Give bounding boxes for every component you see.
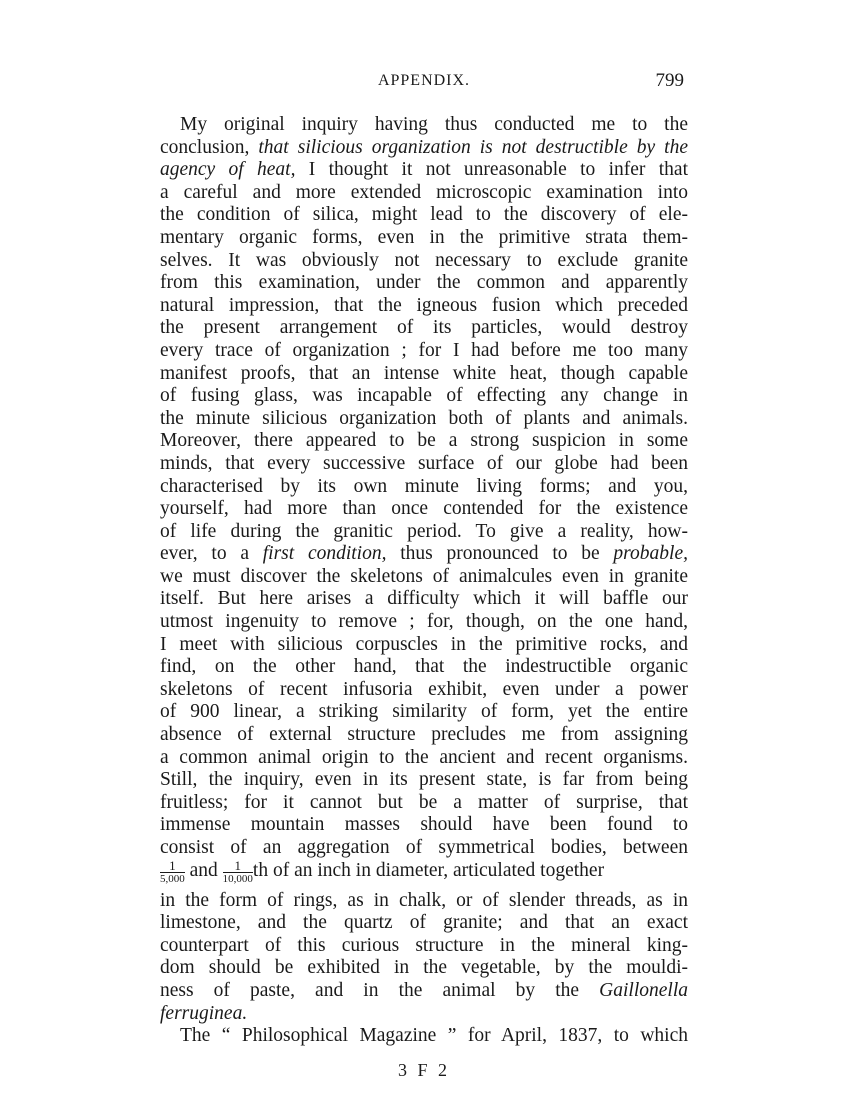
text-line: from this examination, under the common and apparently (160, 272, 688, 294)
fraction-denominator: 5,000 (160, 872, 185, 885)
text-line: immense mountain masses should have been found to (160, 814, 688, 836)
text-run: ever, to a (160, 543, 263, 565)
text-line: minds, that every successive surface of our globe had been (160, 452, 688, 474)
text-line (160, 159, 688, 182)
text-line: a careful and more extended microscopic examination into (160, 181, 688, 203)
text-run: th of an inch in diameter, articulated together (252, 859, 605, 881)
page-header (160, 60, 688, 100)
text-line: find, on the other hand, that the indestructible organic (160, 656, 688, 678)
text-run: conclusion, (160, 136, 259, 158)
text-line: of fusing glass, was incapable of effecting any change in (160, 385, 688, 407)
text-line: limestone, and the quartz of granite; and that an exact (160, 912, 688, 934)
fraction-numerator: 1 (223, 860, 253, 873)
text-line: in the form of rings, as in chalk, or of slender threads, as in (160, 889, 688, 911)
text-line: characterised by its own minute living forms; and you, (160, 475, 688, 497)
text-line: natural impression, that the igneous fusion which preceded (160, 294, 688, 316)
text-line: the present arrangement of its particles, would destroy (160, 317, 688, 339)
text-line: I meet with silicious corpuscles in the primitive rocks, and (160, 633, 688, 655)
fraction-line (160, 857, 688, 890)
text-line: The “ Philosophical Magazine ” for April, 1837, to which (180, 1025, 688, 1047)
page-number: 799 (655, 70, 684, 91)
text-line: skeletons of recent infusoria exhibit, even under a power (160, 678, 688, 700)
fraction-one-five-thousandth (160, 857, 185, 885)
text-line: utmost ingenuity to remove ; for, though, on the one hand, (160, 611, 688, 633)
text-line: counterpart of this curious structure in the mineral king- (160, 934, 688, 956)
text-line (160, 543, 688, 566)
page (160, 60, 688, 1081)
italic-run: first condition, (262, 543, 387, 565)
text-line: Moreover, there appeared to be a strong suspicion in some (160, 430, 688, 452)
italic-run: agency of heat, (160, 159, 296, 181)
italic-run: probable, (613, 543, 688, 565)
text-line: we must discover the skeletons of animalcules even in granite (160, 565, 688, 587)
text-run: I thought it not unreasonable to infer that (295, 159, 688, 181)
text-line: of 900 linear, a striking similarity of form, yet the entire (160, 701, 688, 723)
fraction-denominator: 10,000 (222, 872, 253, 885)
text-line (160, 137, 688, 160)
text-line: consist of an aggregation of symmetrical bodies, between (160, 837, 688, 858)
text-line (160, 1003, 688, 1026)
text-line: manifest proofs, that an intense white heat, though capable (160, 362, 688, 384)
text-line: fruitless; for it cannot but be a matter of surprise, that (160, 791, 688, 813)
text-line: the condition of silica, might lead to the discovery of ele- (160, 204, 688, 226)
text-line: absence of external structure precludes me from assigning (160, 724, 688, 746)
text-run: and (184, 859, 223, 881)
text-line: every trace of organization ; for I had before me too many (160, 339, 688, 361)
text-line: a common animal origin to the ancient and recent organisms. (160, 746, 688, 768)
italic-run: that silicious organization is not destructible by the (258, 136, 688, 158)
printer-signature: 3 F 2 (397, 1059, 450, 1080)
fraction-numerator: 1 (160, 860, 185, 873)
text-line: itself. But here arises a difficulty which it will baffle our (160, 588, 688, 610)
text-line: Still, the inquiry, even in its present state, is far from being (160, 769, 688, 791)
italic-run: Gaillonella (599, 979, 688, 1001)
text-line: dom should be exhibited in the vegetable, by the mouldi- (160, 957, 688, 979)
italic-run: ferruginea. (160, 1002, 248, 1024)
text-line: of life during the granitic period. To give a reality, how- (160, 520, 688, 542)
text-line (160, 980, 688, 1003)
running-head: APPENDIX. (377, 72, 471, 89)
text-line: My original inquiry having thus conducted me to the (180, 114, 688, 135)
fraction-one-ten-thousandth (222, 857, 253, 885)
body-text (160, 114, 688, 1048)
text-line: the minute silicious organization both of plants and animals. (160, 407, 688, 429)
text-run: ness of paste, and in the animal by the (160, 979, 600, 1001)
text-line: yourself, had more than once contended for the existence (160, 498, 688, 520)
text-line: selves. It was obviously not necessary to exclude granite (160, 249, 688, 271)
text-line: mentary organic forms, even in the primitive strata them- (160, 226, 688, 248)
text-run: thus pronounced to be (386, 543, 614, 565)
